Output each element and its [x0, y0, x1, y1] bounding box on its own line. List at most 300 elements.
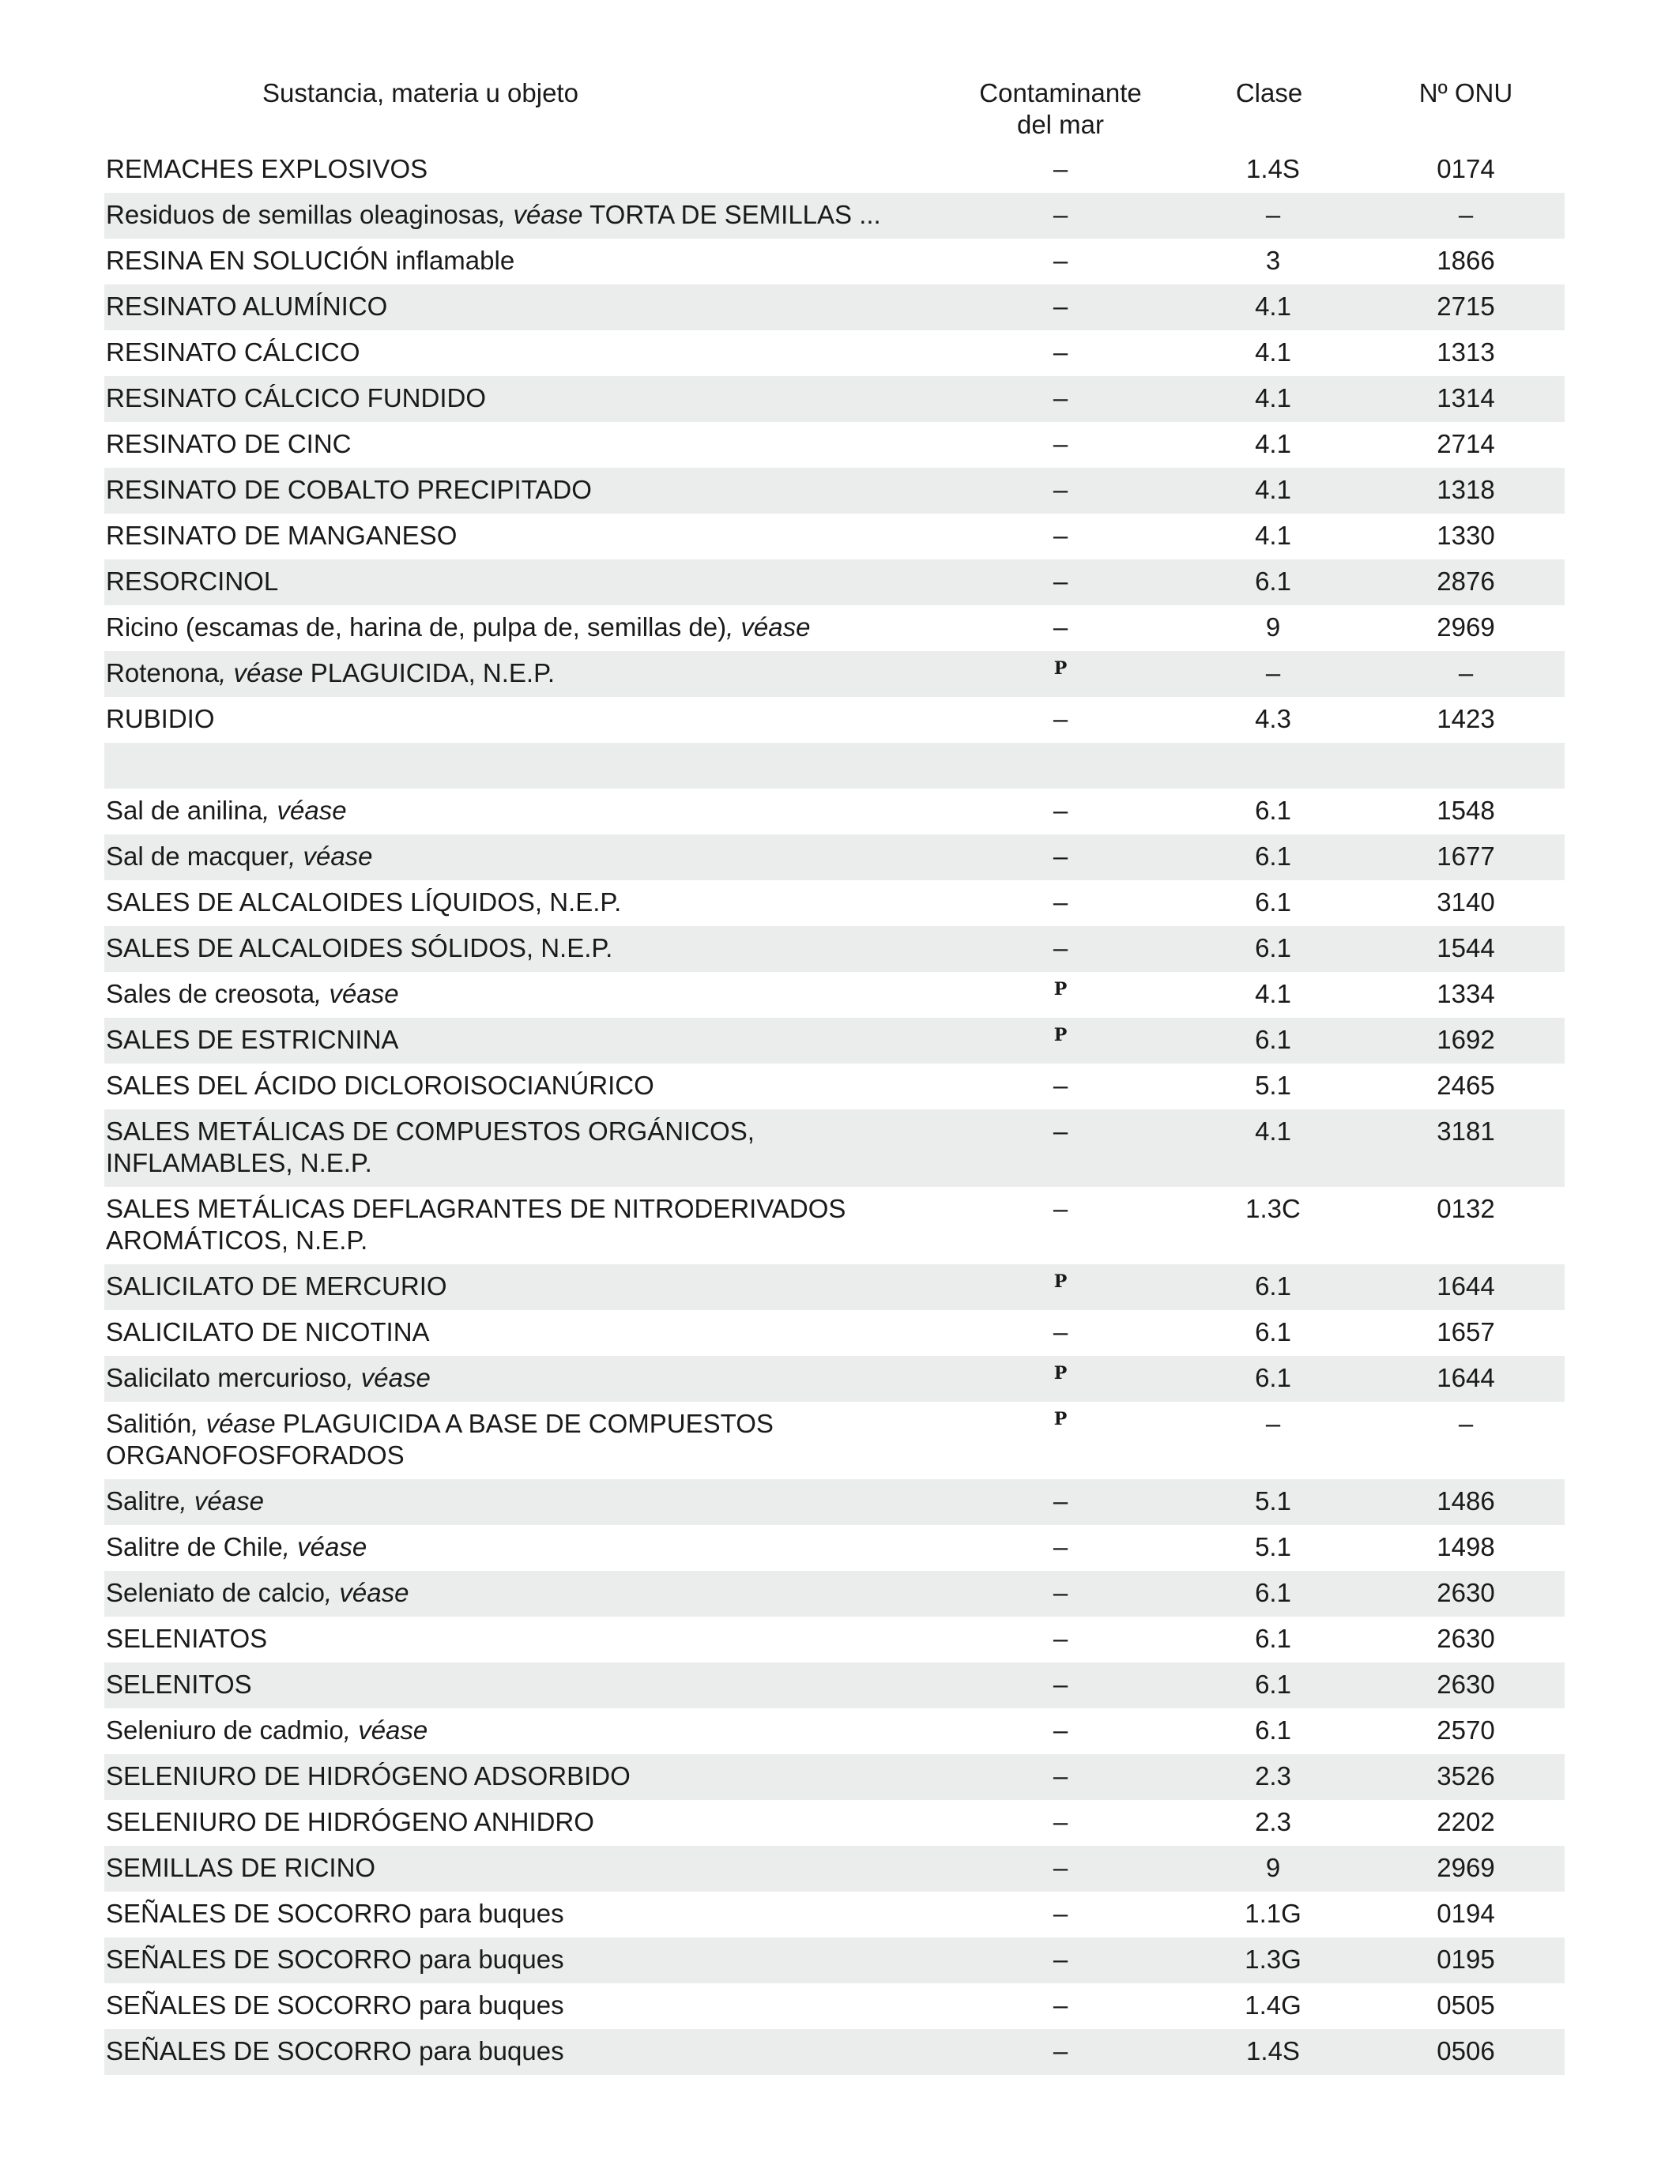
cell-marine-pollutant: [942, 1402, 1171, 1479]
table-row: [104, 147, 1565, 193]
substance-name: SALICILATO DE NICOTINA: [106, 1317, 430, 1346]
cell-un-number: 1334: [1437, 979, 1495, 1008]
cell-class: –: [1171, 651, 1367, 697]
table-row: [104, 605, 1565, 651]
table-row: [104, 1754, 1565, 1800]
table-row: [104, 193, 1565, 239]
cell-un-number: 1692: [1367, 1018, 1565, 1064]
table-row: [104, 651, 1565, 697]
substance-name: RESINATO ALUMÍNICO: [106, 292, 388, 321]
cell-marine-pollutant: [942, 1846, 1171, 1892]
cell-substance: [104, 1310, 942, 1356]
cell-un-number: 1644: [1367, 1264, 1565, 1310]
see-reference: , véase: [499, 200, 583, 229]
cell-marine-pollutant: [942, 422, 1171, 468]
substance-name: SEÑALES DE SOCORRO para buques: [106, 1990, 564, 2020]
marine-pollutant-value: –: [1053, 475, 1068, 504]
marine-pollutant-value: –: [1053, 1807, 1068, 1836]
table-row: [104, 697, 1565, 743]
cell-class: 6.1: [1255, 1624, 1291, 1653]
cell-class: 4.3: [1255, 704, 1291, 733]
table-row: [104, 376, 1565, 422]
cell-un-number: 3140: [1437, 887, 1495, 917]
table-row: [104, 1109, 1565, 1187]
cell-substance: [104, 1356, 942, 1402]
substance-name: SELENITOS: [106, 1670, 252, 1699]
table-row: [104, 514, 1565, 559]
cell-substance: [104, 1662, 942, 1708]
header-class: Clase: [1235, 78, 1303, 107]
marine-pollutant-value: –: [1053, 1532, 1068, 1561]
cell-marine-pollutant: [942, 514, 1171, 559]
cell-class: 4.1: [1255, 429, 1291, 458]
cell-un-number: 0195: [1367, 1937, 1565, 1983]
marine-pollutant-value: –: [1053, 933, 1068, 962]
cell-class: 6.1: [1255, 1715, 1291, 1745]
marine-pollutant-value: –: [1053, 2036, 1068, 2065]
see-reference: , véase: [219, 658, 303, 687]
cell-un-number: 0132: [1437, 1194, 1495, 1223]
table-row: [104, 1846, 1565, 1892]
cell-un-number: 1313: [1437, 337, 1495, 367]
cell-substance: [104, 1937, 942, 1983]
cell-marine-pollutant: [942, 330, 1171, 376]
cell-marine-pollutant: [942, 605, 1171, 651]
marine-pollutant-value: –: [1053, 246, 1068, 275]
cell-substance: [104, 1064, 942, 1109]
cell-substance: [104, 468, 942, 514]
cell-un-number: –: [1458, 1409, 1474, 1438]
cell-class: 4.1: [1255, 521, 1291, 550]
marine-pollutant-mark: P: [1053, 658, 1068, 679]
substance-name: SELENIURO DE HIDRÓGENO ANHIDRO: [106, 1807, 594, 1836]
substance-name: Seleniuro de cadmio: [106, 1715, 344, 1745]
cell-marine-pollutant: [942, 559, 1171, 605]
marine-pollutant-value: –: [1053, 429, 1068, 458]
cell-un-number: [1367, 743, 1565, 789]
cell-substance: [104, 1264, 942, 1310]
cell-marine-pollutant: [942, 1983, 1171, 2029]
substance-name: SALICILATO DE MERCURIO: [106, 1271, 447, 1301]
see-reference: , véase: [726, 612, 811, 642]
cell-substance: [104, 880, 942, 926]
substance-name: RUBIDIO: [106, 704, 215, 733]
cell-un-number: 1486: [1367, 1479, 1565, 1525]
cell-marine-pollutant: [942, 147, 1171, 193]
cell-substance: [104, 972, 942, 1018]
cell-class: 6.1: [1171, 926, 1367, 972]
marine-pollutant-value: –: [1053, 200, 1068, 229]
cell-substance: [104, 789, 942, 834]
marine-pollutant-value: –: [1053, 1715, 1068, 1745]
cell-substance: [104, 559, 942, 605]
table-row: [104, 422, 1565, 468]
substance-name: SALES METÁLICAS DE COMPUESTOS ORGÁNICOS, INFLAMABLES, N.E.P.: [106, 1116, 755, 1177]
cell-substance: [104, 2029, 942, 2075]
cell-un-number: 1544: [1367, 926, 1565, 972]
cell-substance: [104, 514, 942, 559]
cell-class: 5.1: [1255, 1071, 1291, 1100]
cell-marine-pollutant: [942, 1064, 1171, 1109]
cell-class: –: [1265, 1409, 1281, 1438]
cell-un-number: 1866: [1437, 246, 1495, 275]
cell-class: 6.1: [1171, 1571, 1367, 1617]
cell-marine-pollutant: [942, 193, 1171, 239]
cell-marine-pollutant: [942, 834, 1171, 880]
table-row: [104, 1479, 1565, 1525]
marine-pollutant-value: –: [1053, 567, 1068, 596]
cell-class: 4.1: [1171, 376, 1367, 422]
cell-class: 9: [1171, 1846, 1367, 1892]
cell-un-number: 2570: [1437, 1715, 1495, 1745]
substance-name: SEÑALES DE SOCORRO para buques: [106, 1899, 564, 1928]
cell-marine-pollutant: [942, 239, 1171, 284]
substance-name: Salitre: [106, 1486, 180, 1516]
table-row: [104, 972, 1565, 1018]
substance-name: Salicilato mercurioso: [106, 1363, 347, 1392]
table-row: [104, 834, 1565, 880]
cell-substance: [104, 147, 942, 193]
table-row: [104, 2029, 1565, 2075]
marine-pollutant-value: –: [1053, 1071, 1068, 1100]
see-reference: , véase: [179, 1486, 264, 1516]
cell-un-number: 0194: [1437, 1899, 1495, 1928]
table-row: [104, 1402, 1565, 1479]
cell-marine-pollutant: [942, 1754, 1171, 1800]
cell-un-number: 1498: [1437, 1532, 1495, 1561]
table-row: [104, 1018, 1565, 1064]
substance-name: RESINA EN SOLUCIÓN inflamable: [106, 246, 515, 275]
cell-class: 6.1: [1255, 887, 1291, 917]
substance-name: RESORCINOL: [106, 567, 279, 596]
cell-marine-pollutant: [942, 1937, 1171, 1983]
cell-marine-pollutant: [942, 880, 1171, 926]
see-reference: , véase: [315, 979, 399, 1008]
marine-pollutant-mark: P: [1053, 1271, 1068, 1292]
cell-substance: [104, 1571, 942, 1617]
header-un-number: Nº ONU: [1418, 78, 1513, 107]
cell-un-number: 1644: [1367, 1356, 1565, 1402]
table-row: [104, 1617, 1565, 1662]
table-row: [104, 1983, 1565, 2029]
cell-substance: [104, 1187, 942, 1264]
marine-pollutant-value: –: [1053, 383, 1068, 412]
cell-un-number: 1318: [1367, 468, 1565, 514]
see-reference: , véase: [282, 1532, 367, 1561]
substance-name: SALES DEL ÁCIDO DICLOROISOCIANÚRICO: [106, 1071, 654, 1100]
cell-class: 1.4S: [1171, 2029, 1367, 2075]
substance-name: SELENIURO DE HIDRÓGENO ADSORBIDO: [106, 1761, 631, 1791]
cell-class: 4.1: [1171, 468, 1367, 514]
table-row: [104, 1571, 1565, 1617]
cell-marine-pollutant: [942, 697, 1171, 743]
cell-class: 1.3G: [1171, 1937, 1367, 1983]
header-marine-line2: del mar: [1016, 110, 1105, 139]
cell-class: 6.1: [1171, 559, 1367, 605]
table-row: [104, 1264, 1565, 1310]
cell-class: 6.1: [1171, 834, 1367, 880]
marine-pollutant-mark: P: [1053, 1409, 1068, 1429]
see-reference: , véase: [191, 1409, 276, 1438]
cell-class: 6.1: [1171, 1662, 1367, 1708]
cell-marine-pollutant: [942, 1617, 1171, 1662]
cell-substance: [104, 422, 942, 468]
table-row: [104, 559, 1565, 605]
substance-name: SALES METÁLICAS DEFLAGRANTES DE NITRODERIVADOS AROMÁTICOS, N.E.P.: [106, 1194, 846, 1255]
cell-class: 6.1: [1255, 796, 1291, 825]
cell-substance: [104, 1402, 942, 1479]
marine-pollutant-value: –: [1053, 1899, 1068, 1928]
cell-un-number: 2969: [1367, 1846, 1565, 1892]
cell-class: 6.1: [1171, 1018, 1367, 1064]
cell-substance: [104, 1800, 942, 1846]
marine-pollutant-value: –: [1053, 1945, 1068, 1974]
cell-marine-pollutant: [942, 1356, 1171, 1402]
cell-marine-pollutant: [942, 972, 1171, 1018]
cell-un-number: 2630: [1367, 1662, 1565, 1708]
table-row: [104, 1356, 1565, 1402]
table-row: [104, 330, 1565, 376]
substance-name: SALES DE ALCALOIDES LÍQUIDOS, N.E.P.: [106, 887, 622, 917]
marine-pollutant-value: –: [1053, 292, 1068, 321]
cell-substance: [104, 834, 942, 880]
marine-pollutant-value: –: [1053, 337, 1068, 367]
cell-marine-pollutant: [942, 1310, 1171, 1356]
cell-substance: [104, 1983, 942, 2029]
table-row: [104, 1187, 1565, 1264]
substance-name: RESINATO CÁLCICO FUNDIDO: [106, 383, 486, 412]
marine-pollutant-mark: P: [1053, 979, 1068, 1000]
cell-substance: [104, 605, 942, 651]
cell-class: 2.3: [1171, 1754, 1367, 1800]
cell-marine-pollutant: [942, 789, 1171, 834]
cell-marine-pollutant: [942, 284, 1171, 330]
substance-name: RESINATO DE COBALTO PRECIPITADO: [106, 475, 592, 504]
substance-name: SEÑALES DE SOCORRO para buques: [106, 1945, 564, 1974]
reference-target: TORTA DE SEMILLAS ...: [582, 200, 881, 229]
cell-un-number: 2630: [1437, 1624, 1495, 1653]
substance-name: SELENIATOS: [106, 1624, 268, 1653]
cell-un-number: 2714: [1437, 429, 1495, 458]
cell-substance: [104, 1617, 942, 1662]
cell-class: 4.1: [1255, 337, 1291, 367]
marine-pollutant-value: –: [1053, 521, 1068, 550]
cell-substance: [104, 330, 942, 376]
table-body: [104, 147, 1565, 2075]
substance-name: Sal de anilina: [106, 796, 263, 825]
cell-class: 6.1: [1255, 1317, 1291, 1346]
cell-un-number: 2465: [1437, 1071, 1495, 1100]
substance-name: RESINATO CÁLCICO: [106, 337, 360, 367]
cell-un-number: 0505: [1437, 1990, 1495, 2020]
cell-un-number: 1330: [1437, 521, 1495, 550]
cell-un-number: 2715: [1367, 284, 1565, 330]
cell-marine-pollutant: [942, 1892, 1171, 1937]
cell-marine-pollutant: [942, 1264, 1171, 1310]
marine-pollutant-value: –: [1053, 1578, 1068, 1607]
cell-class: 3: [1265, 246, 1281, 275]
table-row: [104, 1310, 1565, 1356]
cell-class: 1.4S: [1246, 154, 1300, 183]
cell-class: 1.4G: [1245, 1990, 1301, 2020]
cell-class: [1171, 743, 1367, 789]
marine-pollutant-value: –: [1053, 1761, 1068, 1791]
cell-marine-pollutant: [942, 1525, 1171, 1571]
cell-un-number: –: [1367, 651, 1565, 697]
cell-substance: [104, 651, 942, 697]
substance-name: SEÑALES DE SOCORRO para buques: [106, 2036, 564, 2065]
table-row: [104, 789, 1565, 834]
cell-substance: [104, 1708, 942, 1754]
marine-pollutant-value: –: [1053, 887, 1068, 917]
cell-substance: [104, 743, 942, 789]
substance-name: SALES DE ESTRICNINA: [106, 1025, 399, 1054]
marine-pollutant-value: –: [1053, 1624, 1068, 1653]
cell-un-number: 2630: [1367, 1571, 1565, 1617]
table-row: [104, 468, 1565, 514]
cell-un-number: 3526: [1367, 1754, 1565, 1800]
substance-name: Seleniato de calcio: [106, 1578, 326, 1607]
cell-marine-pollutant: [942, 376, 1171, 422]
substance-name: REMACHES EXPLOSIVOS: [106, 154, 428, 183]
marine-pollutant-value: –: [1053, 796, 1068, 825]
table-row: [104, 1937, 1565, 1983]
substance-name: Salitión: [106, 1409, 192, 1438]
cell-substance: [104, 284, 942, 330]
substance-name: SEMILLAS DE RICINO: [106, 1853, 376, 1882]
table-row: [104, 926, 1565, 972]
cell-class: 6.1: [1171, 1356, 1367, 1402]
cell-marine-pollutant: [942, 1708, 1171, 1754]
cell-substance: [104, 1892, 942, 1937]
table-row: [104, 239, 1565, 284]
cell-class: –: [1171, 193, 1367, 239]
cell-un-number: 0174: [1437, 154, 1495, 183]
cell-substance: [104, 1479, 942, 1525]
cell-class: 1.3C: [1245, 1194, 1301, 1223]
marine-pollutant-value: –: [1053, 1990, 1068, 2020]
cell-un-number: 1314: [1367, 376, 1565, 422]
substance-name: SALES DE ALCALOIDES SÓLIDOS, N.E.P.: [106, 933, 613, 962]
cell-class: 4.1: [1171, 1109, 1367, 1187]
cell-marine-pollutant: [942, 926, 1171, 972]
cell-marine-pollutant: [942, 1018, 1171, 1064]
cell-marine-pollutant: [942, 651, 1171, 697]
marine-pollutant-value: –: [1053, 154, 1068, 183]
cell-un-number: 2876: [1367, 559, 1565, 605]
table-row: [104, 743, 1565, 789]
marine-pollutant-value: –: [1053, 1853, 1068, 1882]
see-reference: , véase: [262, 796, 347, 825]
substance-name: Sales de creosota: [106, 979, 315, 1008]
cell-marine-pollutant: [942, 1109, 1171, 1187]
substance-name: Salitre de Chile: [106, 1532, 283, 1561]
marine-pollutant-value: –: [1053, 704, 1068, 733]
cell-substance: [104, 697, 942, 743]
table-row: [104, 1892, 1565, 1937]
see-reference: , véase: [343, 1715, 428, 1745]
cell-un-number: 0506: [1367, 2029, 1565, 2075]
cell-marine-pollutant: [942, 1187, 1171, 1264]
marine-pollutant-value: –: [1053, 1670, 1068, 1699]
header-marine-line1: Contaminante: [979, 78, 1142, 107]
table-row: [104, 1064, 1565, 1109]
cell-un-number: 2202: [1437, 1807, 1495, 1836]
see-reference: , véase: [325, 1578, 409, 1607]
marine-pollutant-value: –: [1053, 1194, 1068, 1223]
cell-substance: [104, 1754, 942, 1800]
see-reference: , véase: [346, 1363, 431, 1392]
cell-marine-pollutant: [942, 1479, 1171, 1525]
cell-marine-pollutant: [942, 743, 1171, 789]
cell-substance: [104, 239, 942, 284]
cell-class: 2.3: [1255, 1807, 1291, 1836]
cell-substance: [104, 1846, 942, 1892]
see-reference: , véase: [288, 842, 373, 871]
cell-substance: [104, 1109, 942, 1187]
cell-un-number: 1423: [1437, 704, 1495, 733]
cell-un-number: 2969: [1437, 612, 1495, 642]
substance-name: RESINATO DE MANGANESO: [106, 521, 458, 550]
table-row: [104, 284, 1565, 330]
cell-un-number: 1657: [1437, 1317, 1495, 1346]
cell-un-number: 1548: [1437, 796, 1495, 825]
cell-marine-pollutant: [942, 2029, 1171, 2075]
dangerous-goods-table: [104, 77, 1565, 2075]
cell-substance: [104, 376, 942, 422]
table-header: [104, 77, 1565, 147]
marine-pollutant-value: –: [1053, 1486, 1068, 1516]
marine-pollutant-value: –: [1053, 612, 1068, 642]
cell-marine-pollutant: [942, 468, 1171, 514]
cell-class: 6.1: [1171, 1264, 1367, 1310]
table-row: [104, 1525, 1565, 1571]
table-row: [104, 880, 1565, 926]
header-marine-pollutant: [942, 77, 1171, 147]
cell-substance: [104, 1018, 942, 1064]
table-row: [104, 1708, 1565, 1754]
cell-class: 5.1: [1255, 1532, 1291, 1561]
cell-marine-pollutant: [942, 1571, 1171, 1617]
table-row: [104, 1800, 1565, 1846]
marine-pollutant-value: –: [1053, 1317, 1068, 1346]
marine-pollutant-value: –: [1053, 1116, 1068, 1146]
table-row: [104, 1662, 1565, 1708]
cell-class: 4.1: [1171, 284, 1367, 330]
cell-class: 1.1G: [1245, 1899, 1301, 1928]
marine-pollutant-mark: P: [1053, 1363, 1068, 1384]
cell-substance: [104, 193, 942, 239]
cell-substance: [104, 926, 942, 972]
cell-marine-pollutant: [942, 1800, 1171, 1846]
header-substance: Sustancia, materia u objeto: [262, 78, 578, 107]
cell-substance: [104, 1525, 942, 1571]
cell-un-number: –: [1367, 193, 1565, 239]
cell-class: 9: [1265, 612, 1281, 642]
cell-marine-pollutant: [942, 1662, 1171, 1708]
substance-name: Sal de macquer: [106, 842, 289, 871]
cell-class: 5.1: [1171, 1479, 1367, 1525]
substance-name: Residuos de semillas oleaginosas: [106, 200, 499, 229]
marine-pollutant-value: –: [1053, 842, 1068, 871]
reference-target: PLAGUICIDA, N.E.P.: [303, 658, 556, 687]
substance-name: Rotenona: [106, 658, 220, 687]
substance-name: Ricino (escamas de, harina de, pulpa de, semillas de): [106, 612, 727, 642]
cell-un-number: 3181: [1367, 1109, 1565, 1187]
reference-target: PLAGUICIDA A BASE DE COMPUESTOS ORGANOFOSFORADOS: [106, 1409, 774, 1470]
marine-pollutant-mark: P: [1053, 1025, 1068, 1045]
cell-un-number: 1677: [1367, 834, 1565, 880]
